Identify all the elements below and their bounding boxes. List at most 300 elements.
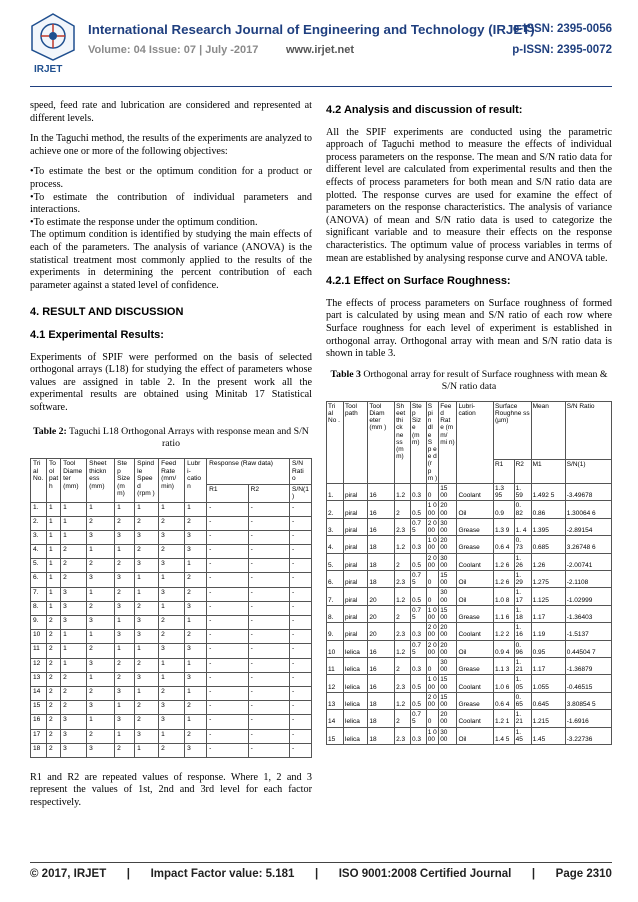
table-cell: 3: [115, 530, 135, 544]
table-cell: 20 00: [439, 640, 457, 657]
table-cell: 2: [115, 658, 135, 672]
paragraph: speed, feed rate and lubrication are considered and represented at different levels.: [30, 100, 312, 124]
table-cell: 2: [135, 601, 159, 615]
table-cell: Grease: [457, 657, 494, 674]
table-cell: -1.6916: [565, 710, 611, 727]
table-row: [31, 644, 312, 658]
table-cell: Oil: [457, 727, 494, 744]
table-cell: -: [248, 559, 289, 573]
table-cell: 1.2: [395, 588, 411, 605]
table-cell: Oil: [457, 501, 494, 518]
table-cell: -: [290, 658, 312, 672]
table-cell: piral: [344, 483, 368, 500]
table-cell: 0.3: [410, 483, 426, 500]
table-cell: 15: [31, 701, 47, 715]
table-cell: 1 0 00: [427, 676, 437, 691]
table-cell: -: [207, 715, 248, 729]
table-cell: 0.3: [410, 657, 426, 674]
table-cell: 1. 59: [514, 483, 531, 500]
right-column: [326, 100, 612, 745]
caption-label: Table 3: [330, 368, 361, 380]
table-cell: 1.: [31, 502, 47, 516]
table-cell: 0.3: [410, 727, 426, 744]
table-cell: 20: [368, 605, 395, 622]
table-cell: 12: [31, 658, 47, 672]
table-cell: -: [207, 686, 248, 700]
table-row: [31, 616, 312, 630]
paragraph: R1 and R2 are repeated values of response. Where 1, 2 and 3 represent the values of 1st, 2nd and 3rd level for each factor respectively.: [30, 771, 312, 809]
th: Sheet thickn ess (mm): [87, 459, 115, 502]
table-cell: -: [207, 530, 248, 544]
table-cell: 1.2 2: [493, 623, 514, 640]
table-row: [327, 675, 612, 692]
table-row: [31, 559, 312, 573]
table-cell: 1: [159, 502, 185, 516]
table-cell: 2: [87, 559, 115, 573]
table-row: [31, 672, 312, 686]
table-row: [327, 727, 612, 744]
table-cell: 14: [327, 710, 344, 727]
table-cell: 2: [395, 605, 411, 622]
table-cell: 1.125: [531, 588, 565, 605]
table-cell: -: [207, 630, 248, 644]
table-cell: 1: [61, 630, 87, 644]
table-cell: 1: [47, 587, 61, 601]
table-row: [31, 743, 312, 757]
th: Tri al No .: [327, 401, 344, 483]
table-cell: 1 0 00: [427, 502, 437, 517]
table-cell: 1: [115, 701, 135, 715]
table-cell: 16: [368, 657, 395, 674]
table-cell: 16: [368, 501, 395, 518]
table-cell: 13: [31, 672, 47, 686]
table-cell: 0: [426, 710, 438, 727]
table-cell: 1: [47, 545, 61, 559]
table-cell: 2 0 00: [427, 693, 437, 708]
table-cell: -: [248, 616, 289, 630]
table-cell: 1.2 6: [493, 553, 514, 570]
impact-factor: Impact Factor value: 5.181: [150, 868, 295, 880]
table-cell: 0: [426, 483, 438, 500]
th: Tool path: [344, 401, 368, 483]
table-cell: lelica: [344, 675, 368, 692]
table-cell: 1: [185, 502, 207, 516]
table-cell: 1: [135, 686, 159, 700]
table-cell: 2: [61, 559, 87, 573]
table-row: [327, 588, 612, 605]
table-cell: 1: [185, 559, 207, 573]
table-cell: 11: [31, 644, 47, 658]
table-cell: 9.: [327, 623, 344, 640]
th: Lubri-cation: [457, 401, 494, 483]
table-cell: 1: [185, 616, 207, 630]
table-cell: -: [248, 644, 289, 658]
table-cell: 12: [327, 675, 344, 692]
table-cell: 1: [115, 545, 135, 559]
table-cell: 1.2: [395, 536, 411, 553]
table-cell: 0.7 5: [410, 518, 426, 535]
table-row: [31, 502, 312, 516]
table-cell: -: [248, 545, 289, 559]
table-cell: 3.26748 6: [565, 536, 611, 553]
table-cell: 16: [31, 715, 47, 729]
logo-text: IRJET: [34, 64, 63, 75]
table-cell: 30 00: [439, 518, 457, 535]
th: Surface Roughne ss (µm): [493, 401, 531, 459]
table-cell: 20: [368, 588, 395, 605]
table-cell: Grease: [457, 518, 494, 535]
caption-text: Orthogonal array for result of Surface roughness with mean & S/N ratio data: [360, 368, 608, 392]
table-cell: -: [248, 587, 289, 601]
table-cell: 1: [61, 516, 87, 530]
table-cell: -3.22736: [565, 727, 611, 744]
left-column: [30, 100, 312, 818]
table-cell: 2: [159, 743, 185, 757]
table-cell: 2: [135, 658, 159, 672]
th: R2: [248, 484, 289, 502]
table-cell: -: [207, 559, 248, 573]
table-cell: 2: [61, 672, 87, 686]
table-cell: -: [248, 630, 289, 644]
table-cell: 2: [185, 516, 207, 530]
table-cell: 2: [395, 710, 411, 727]
table-cell: Grease: [457, 692, 494, 709]
volume-issue: Volume: 04 Issue: 07 | July -2017: [88, 44, 259, 56]
table-cell: 15 00: [439, 675, 457, 692]
table-cell: 1: [61, 644, 87, 658]
journal-url[interactable]: www.irjet.net: [286, 44, 355, 56]
table-cell: 2: [115, 743, 135, 757]
th: M1: [531, 459, 565, 483]
table-cell: 2 0 00: [427, 554, 437, 569]
table-cell: -: [248, 573, 289, 587]
table-row: [327, 501, 612, 518]
table-row: [31, 701, 312, 715]
table-cell: 1: [135, 587, 159, 601]
table-cell: 2: [135, 545, 159, 559]
table-cell: 0. 82: [514, 501, 531, 518]
table-cell: 1.17: [531, 657, 565, 674]
table-cell: 1. 05: [514, 675, 531, 692]
e-issn: e-ISSN: 2395-0056: [512, 23, 612, 35]
caption-text: Taguchi L18 Orthogonal Arrays with response mean and S/N ratio: [66, 426, 309, 450]
table-cell: 2: [159, 686, 185, 700]
table-cell: 1.2: [395, 692, 411, 709]
table-cell: 1: [115, 729, 135, 743]
table-cell: 2: [159, 516, 185, 530]
table-cell: 3: [61, 715, 87, 729]
table-cell: Grease: [457, 605, 494, 622]
table-cell: 2: [61, 545, 87, 559]
table-cell: 0.5: [410, 692, 426, 709]
table-cell: 1.1 6: [493, 605, 514, 622]
table-cell: 30 00: [439, 588, 457, 605]
table-cell: -0.46515: [565, 675, 611, 692]
table-cell: 0.5: [410, 675, 426, 692]
table-cell: -1.5137: [565, 623, 611, 640]
table-cell: 0.645: [531, 692, 565, 709]
table-cell: 1: [87, 630, 115, 644]
footer: [30, 868, 612, 880]
table-cell: lelica: [344, 710, 368, 727]
table-row: [327, 518, 612, 535]
table-cell: 2: [115, 587, 135, 601]
table-cell: 18: [31, 743, 47, 757]
table-cell: 1: [47, 573, 61, 587]
table-cell: 1.2: [395, 483, 411, 500]
table-cell: Oil: [457, 570, 494, 587]
table-cell: 1.45: [531, 727, 565, 744]
table-cell: 1. 29: [514, 570, 531, 587]
journal-title: International Research Journal of Engineering and Technology (IRJET): [88, 22, 535, 37]
table-cell: 3: [159, 587, 185, 601]
table-cell: 30 00: [439, 727, 457, 744]
table-cell: -: [290, 743, 312, 757]
table-cell: 0.7 5: [410, 605, 426, 622]
table-cell: piral: [344, 518, 368, 535]
table-cell: 0. 65: [514, 692, 531, 709]
table-cell: 2: [159, 616, 185, 630]
table-cell: 1.395: [531, 518, 565, 535]
table-cell: lelica: [344, 640, 368, 657]
page-number: Page 2310: [555, 868, 612, 880]
table-row: [31, 516, 312, 530]
table-cell: 1. 4: [514, 518, 531, 535]
table-cell: 1.3 9: [493, 518, 514, 535]
th: R1: [207, 484, 248, 502]
table-cell: 18: [368, 553, 395, 570]
paragraph: In the Taguchi method, the results of the experiments are analyzed to achieve one or more of the following objectives:: [30, 133, 312, 157]
table-cell: 0. 73: [514, 536, 531, 553]
table-cell: 2: [87, 729, 115, 743]
th: Fee d Rat e (m m/ mi n): [439, 401, 457, 483]
table-cell: 1: [185, 715, 207, 729]
table-cell: 17: [31, 729, 47, 743]
table-cell: 8.: [327, 605, 344, 622]
table-cell: 2: [47, 616, 61, 630]
table-cell: 18: [368, 727, 395, 744]
table-cell: 16: [368, 518, 395, 535]
table-cell: 1: [135, 573, 159, 587]
table-cell: 0.5: [410, 588, 426, 605]
th: S/N Rati o: [290, 459, 312, 484]
table-cell: 3: [87, 616, 115, 630]
table-cell: 10: [31, 630, 47, 644]
separator: |: [314, 868, 319, 880]
table-cell: 15 00: [439, 605, 457, 622]
table-cell: -: [248, 516, 289, 530]
th: R1: [493, 459, 514, 483]
separator: |: [126, 868, 131, 880]
table-cell: -2.00741: [565, 553, 611, 570]
table-cell: -: [290, 559, 312, 573]
table-cell: 2: [185, 630, 207, 644]
table-cell: 1: [47, 601, 61, 615]
table-cell: 1: [159, 658, 185, 672]
table-cell: -1.02999: [565, 588, 611, 605]
table-row: [327, 623, 612, 640]
header-rule: [30, 86, 612, 87]
table-cell: Oil: [457, 588, 494, 605]
table-cell: 3: [159, 644, 185, 658]
table-cell: 2.: [327, 501, 344, 518]
table-cell: 1.0 8: [493, 588, 514, 605]
table-row: [327, 553, 612, 570]
irjet-logo: [30, 12, 76, 62]
table-cell: -: [248, 658, 289, 672]
table-cell: 2: [115, 672, 135, 686]
table-row: [327, 605, 612, 622]
table-cell: -: [290, 630, 312, 644]
table-cell: 1.26: [531, 553, 565, 570]
table-row: [31, 686, 312, 700]
th: S/N(1 ): [290, 484, 312, 502]
table-cell: 1: [61, 502, 87, 516]
table-cell: 3: [61, 601, 87, 615]
table-cell: piral: [344, 501, 368, 518]
table-cell: -: [248, 729, 289, 743]
table-cell: 30 00: [439, 553, 457, 570]
table-cell: 2: [115, 516, 135, 530]
table-cell: 2: [87, 601, 115, 615]
table-cell: -: [290, 601, 312, 615]
table-cell: 4.: [327, 536, 344, 553]
caption-label: Table 2:: [33, 426, 67, 438]
table-cell: 1: [47, 559, 61, 573]
table-cell: 1: [159, 729, 185, 743]
table-cell: 0: [426, 570, 438, 587]
table-cell: Coolant: [457, 675, 494, 692]
table-cell: 0.7 5: [410, 710, 426, 727]
table-cell: 3: [159, 559, 185, 573]
table-cell: 2.3: [395, 727, 411, 744]
table-cell: 1.275: [531, 570, 565, 587]
table-cell: 2: [395, 553, 411, 570]
table-cell: -: [290, 715, 312, 729]
th: Ste p Size (m m): [115, 459, 135, 502]
table-cell: Oil: [457, 640, 494, 657]
table-cell: 30 00: [439, 657, 457, 674]
table-cell: 3: [135, 530, 159, 544]
table-cell: 1: [115, 616, 135, 630]
table-cell: 18: [368, 570, 395, 587]
table-cell: 3: [115, 601, 135, 615]
paragraph: Experiments of SPIF were performed on the basis of selected orthogonal arrays (L18) for studying the effect of parameters whose values are assigned in table 2. In the present work all the experimental results are obtained using Minitab 17 Statistical software.: [30, 351, 312, 413]
table-cell: 3: [185, 530, 207, 544]
table-cell: 3: [135, 672, 159, 686]
table-cell: 20 00: [439, 501, 457, 518]
table-cell: -: [248, 715, 289, 729]
table-cell: 0.5: [410, 553, 426, 570]
table-cell: 3: [185, 601, 207, 615]
table-cell: 2: [115, 559, 135, 573]
table-cell: 1: [87, 502, 115, 516]
table-cell: -: [207, 502, 248, 516]
table-cell: 3: [115, 573, 135, 587]
table-cell: -1.36403: [565, 605, 611, 622]
table-cell: 1. 45: [514, 727, 531, 744]
table-cell: 0.685: [531, 536, 565, 553]
table-cell: 15 00: [439, 570, 457, 587]
table-cell: 3: [135, 616, 159, 630]
table-cell: 2: [47, 630, 61, 644]
table-cell: piral: [344, 623, 368, 640]
journal-header: [30, 12, 612, 90]
table-cell: -: [290, 573, 312, 587]
table-cell: 5.: [31, 559, 47, 573]
table-cell: -: [207, 672, 248, 686]
bullet: •To estimate the response under the optimum condition.: [30, 216, 258, 228]
table-cell: 0.44504 7: [565, 640, 611, 657]
table-cell: 2: [395, 657, 411, 674]
table-row: [31, 715, 312, 729]
table-cell: lelica: [344, 692, 368, 709]
table-cell: 2.: [31, 516, 47, 530]
table-cell: 1: [135, 644, 159, 658]
table-cell: 3: [61, 587, 87, 601]
th: Ste p Siz e (m m): [410, 401, 426, 483]
table-cell: 3: [135, 729, 159, 743]
table-cell: -: [207, 545, 248, 559]
table-cell: -: [207, 587, 248, 601]
table-cell: 2: [395, 501, 411, 518]
table-cell: 3: [87, 573, 115, 587]
table-row: [327, 570, 612, 587]
table-cell: -: [207, 573, 248, 587]
table-row: [31, 729, 312, 743]
table-cell: 1 0 00: [427, 537, 437, 552]
table-row: [31, 573, 312, 587]
paragraph: The effects of process parameters on Surface roughness of formed part is calculated by using mean and S/N ratio of each row where Surface roughness for each level of experiment is established in orthogonal array. Orthogonal array with mean and S/N ratio data is shown in table 3.: [326, 297, 612, 360]
table-cell: 1: [115, 502, 135, 516]
table-row: [31, 630, 312, 644]
table-cell: 3: [115, 630, 135, 644]
table-cell: 8.: [31, 601, 47, 615]
table-cell: 2: [47, 715, 61, 729]
table-cell: 2: [61, 686, 87, 700]
table-cell: 3: [61, 616, 87, 630]
table-cell: 2: [135, 715, 159, 729]
section-heading: 4. RESULT AND DISCUSSION: [30, 306, 184, 319]
subsection-heading: 4.2 Analysis and discussion of result:: [326, 104, 523, 116]
table-cell: 3: [185, 743, 207, 757]
table-cell: 2: [159, 545, 185, 559]
table-cell: -: [207, 743, 248, 757]
table-row: [327, 536, 612, 553]
th: To ol pat h: [47, 459, 61, 502]
table-cell: -: [248, 502, 289, 516]
table-cell: 2: [47, 644, 61, 658]
table-cell: 1.2 1: [493, 710, 514, 727]
table-cell: 1. 21: [514, 710, 531, 727]
table-row: [31, 545, 312, 559]
copyright: © 2017, IRJET: [30, 868, 107, 880]
table-cell: 1: [87, 587, 115, 601]
table-cell: 2.3: [395, 570, 411, 587]
table2-caption: [30, 426, 312, 450]
table-cell: -2.89154: [565, 518, 611, 535]
table-cell: 2: [185, 573, 207, 587]
table-cell: -: [248, 530, 289, 544]
table-cell: -: [207, 729, 248, 743]
table-cell: -: [207, 658, 248, 672]
table-cell: 1.215: [531, 710, 565, 727]
th: Feed Rate (mm/ min): [159, 459, 185, 502]
table-cell: -: [248, 601, 289, 615]
table-cell: 1: [115, 644, 135, 658]
table-cell: lelica: [344, 657, 368, 674]
table-cell: Grease: [457, 536, 494, 553]
